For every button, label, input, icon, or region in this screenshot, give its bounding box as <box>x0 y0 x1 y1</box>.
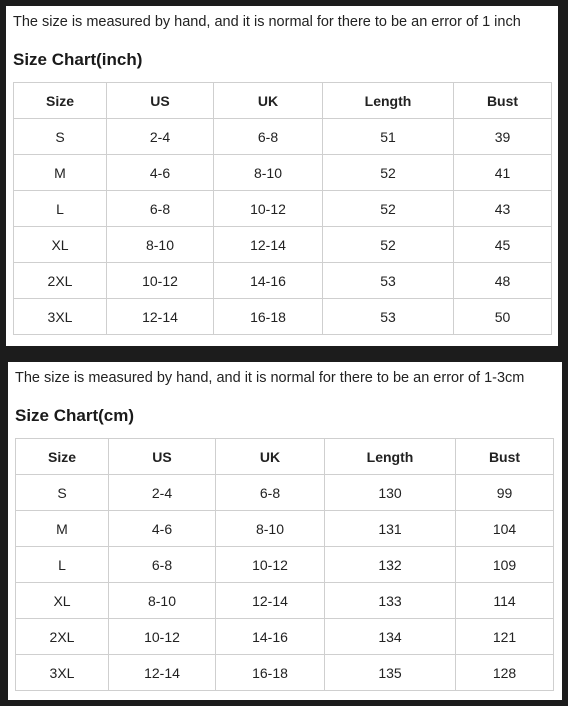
table-row <box>16 511 554 547</box>
table-cell: 14-16 <box>216 619 325 655</box>
size-chart-cm-panel <box>8 362 562 700</box>
table-row <box>16 583 554 619</box>
table-row <box>16 619 554 655</box>
table-cell: 16-18 <box>214 299 323 335</box>
table-cell: 135 <box>325 655 456 691</box>
table-cell: 12-14 <box>109 655 216 691</box>
table-cell: S <box>14 119 107 155</box>
size-table <box>13 82 552 335</box>
table-cell: 41 <box>454 155 552 191</box>
table-cell: 52 <box>323 155 454 191</box>
table-cell: 50 <box>454 299 552 335</box>
table-cell: 134 <box>325 619 456 655</box>
table-cell: 130 <box>325 475 456 511</box>
table-cell: 6-8 <box>109 547 216 583</box>
table-cell: L <box>14 191 107 227</box>
table-header-row <box>16 439 554 475</box>
table-row <box>14 299 552 335</box>
table-cell: 4-6 <box>109 511 216 547</box>
size-chart-title: Size Chart(cm) <box>15 406 135 425</box>
table-cell: 133 <box>325 583 456 619</box>
table-cell: 43 <box>454 191 552 227</box>
table-cell: 14-16 <box>214 263 323 299</box>
table-cell: 16-18 <box>216 655 325 691</box>
table-cell: 10-12 <box>214 191 323 227</box>
table-row <box>16 475 554 511</box>
table-cell: 39 <box>454 119 552 155</box>
table-cell: XL <box>16 583 109 619</box>
table-header-row <box>14 83 552 119</box>
table-row <box>16 547 554 583</box>
table-cell: 45 <box>454 227 552 263</box>
table-row <box>14 191 552 227</box>
column-header: UK <box>216 439 325 475</box>
table-cell: 8-10 <box>214 155 323 191</box>
table-cell: 52 <box>323 227 454 263</box>
column-header: US <box>109 439 216 475</box>
table-cell: 52 <box>323 191 454 227</box>
table-row <box>14 155 552 191</box>
table-row <box>14 227 552 263</box>
table-row <box>16 655 554 691</box>
table-cell: 99 <box>456 475 554 511</box>
table-cell: 104 <box>456 511 554 547</box>
column-header: Length <box>325 439 456 475</box>
table-cell: 131 <box>325 511 456 547</box>
measurement-note: The size is measured by hand, and it is normal for there to be an error of 1 inch <box>13 14 521 30</box>
table-cell: 10-12 <box>107 263 214 299</box>
table-cell: 6-8 <box>107 191 214 227</box>
table-cell: 12-14 <box>216 583 325 619</box>
size-chart-inch-panel <box>6 6 558 346</box>
column-header: US <box>107 83 214 119</box>
table-cell: M <box>14 155 107 191</box>
table-cell: 10-12 <box>216 547 325 583</box>
table-cell: 53 <box>323 263 454 299</box>
table-cell: 2XL <box>16 619 109 655</box>
table-cell: 2-4 <box>109 475 216 511</box>
table-cell: 48 <box>454 263 552 299</box>
column-header: Size <box>16 439 109 475</box>
table-cell: 12-14 <box>107 299 214 335</box>
table-cell: 8-10 <box>216 511 325 547</box>
table-cell: 53 <box>323 299 454 335</box>
measurement-note: The size is measured by hand, and it is normal for there to be an error of 1-3cm <box>15 370 525 386</box>
table-cell: 12-14 <box>214 227 323 263</box>
table-cell: 114 <box>456 583 554 619</box>
table-cell: L <box>16 547 109 583</box>
size-chart-title: Size Chart(inch) <box>13 50 143 69</box>
table-row <box>14 263 552 299</box>
table-cell: 2-4 <box>107 119 214 155</box>
column-header: Bust <box>456 439 554 475</box>
table-cell: 121 <box>456 619 554 655</box>
table-cell: 4-6 <box>107 155 214 191</box>
table-cell: 128 <box>456 655 554 691</box>
column-header: Length <box>323 83 454 119</box>
table-cell: 3XL <box>14 299 107 335</box>
table-cell: M <box>16 511 109 547</box>
table-cell: 2XL <box>14 263 107 299</box>
table-cell: 51 <box>323 119 454 155</box>
table-cell: 8-10 <box>107 227 214 263</box>
column-header: Bust <box>454 83 552 119</box>
size-table <box>15 438 554 691</box>
table-cell: 8-10 <box>109 583 216 619</box>
table-cell: S <box>16 475 109 511</box>
table-cell: 3XL <box>16 655 109 691</box>
table-cell: 6-8 <box>216 475 325 511</box>
table-row <box>14 119 552 155</box>
table-cell: 109 <box>456 547 554 583</box>
table-cell: 10-12 <box>109 619 216 655</box>
table-cell: 132 <box>325 547 456 583</box>
table-cell: 6-8 <box>214 119 323 155</box>
table-cell: XL <box>14 227 107 263</box>
column-header: UK <box>214 83 323 119</box>
column-header: Size <box>14 83 107 119</box>
